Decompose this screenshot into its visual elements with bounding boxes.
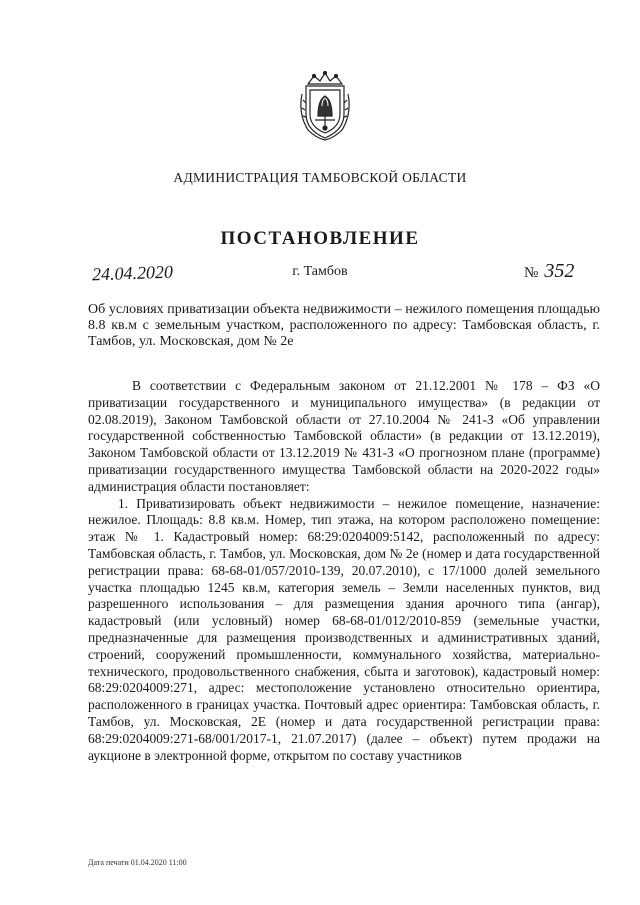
- document-number: [524, 260, 574, 283]
- document-city: г. Тамбов: [292, 264, 348, 279]
- document-date: 24.04.2020: [91, 261, 174, 285]
- print-date: Дата печати 01.04.2020 11:00: [88, 858, 187, 867]
- preamble-paragraph: В соответствии с Федеральным законом от 21.12.2001 № 178 – ФЗ «О приватизации государственного и муниципального имущества» (в редакции от 02.08.2019), Законом Тамбовской области от 27.10.2004 № 241-З «Об управлении государственной собственностью Тамбовской области» (в редакции от 13.12.2019), Законом Тамбовской области от 13.12.2019 № 431-З «О прогнозном плане (программе) приватизации государственного имущества Тамбовской области на 2020-2022 годы» администрация области постановляет:: [88, 378, 600, 494]
- document-subject: Об условиях приватизации объекта недвижимости – нежилого помещения площадью 8.8 кв.м с земельным участком, расположенного по адресу: Тамбовская область, г. Тамбов, ул. Московская, дом № 2е: [88, 302, 600, 349]
- number-prefix: №: [524, 265, 539, 281]
- number-value: 352: [544, 260, 575, 282]
- item-1-paragraph: 1. Приватизировать объект недвижимости – нежилое помещение, назначение: нежилое. Площадь: 8.8 кв.м. Номер, тип этажа, на котором расположено помещение: этаж № 1. Кадастровый номер: 68:29:0204009:5142, расположенный по адресу: Тамбовская область, г. Тамбов, ул. Московская, дом № 2е (номер и дата государственной регистрации права: 68-68-01/057/2010-139, 20.07.2010), с 17/1000 долей земельного участка площадью 1245 кв.м, категория земель – Земли населенных пунктов, вид разрешенного использования – для размещения здания арочного типа (ангар), кадастровый (или условный) номер 68-68-01/012/2010-859 (земельные участки, предназначенные для размещения производственных и административных зданий, строений, сооружений промышленности, коммунального хозяйства, материально-технического, продовольственного снабжения, сбыта и заготовок), кадастровый номер: 68:29:0204009:271, адрес: местоположение установлено относительно ориентира, расположенного в границах участка. Почтовый адрес ориентира: Тамбовская область, г. Тамбов, ул. Московская, 2Е (номер и дата государственной регистрации права: 68:29:0204009:271-68/001/2017-1, 21.07.2017) (далее – объект) путем продажи на аукционе в электронной форме, открытом по составу участников: [88, 495, 600, 763]
- document-body: [88, 378, 600, 764]
- coat-of-arms-icon: [298, 70, 352, 142]
- document-type-title: ПОСТАНОВЛЕНИЕ: [220, 228, 420, 249]
- organization-name: АДМИНИСТРАЦИЯ ТАМБОВСКОЙ ОБЛАСТИ: [173, 170, 467, 185]
